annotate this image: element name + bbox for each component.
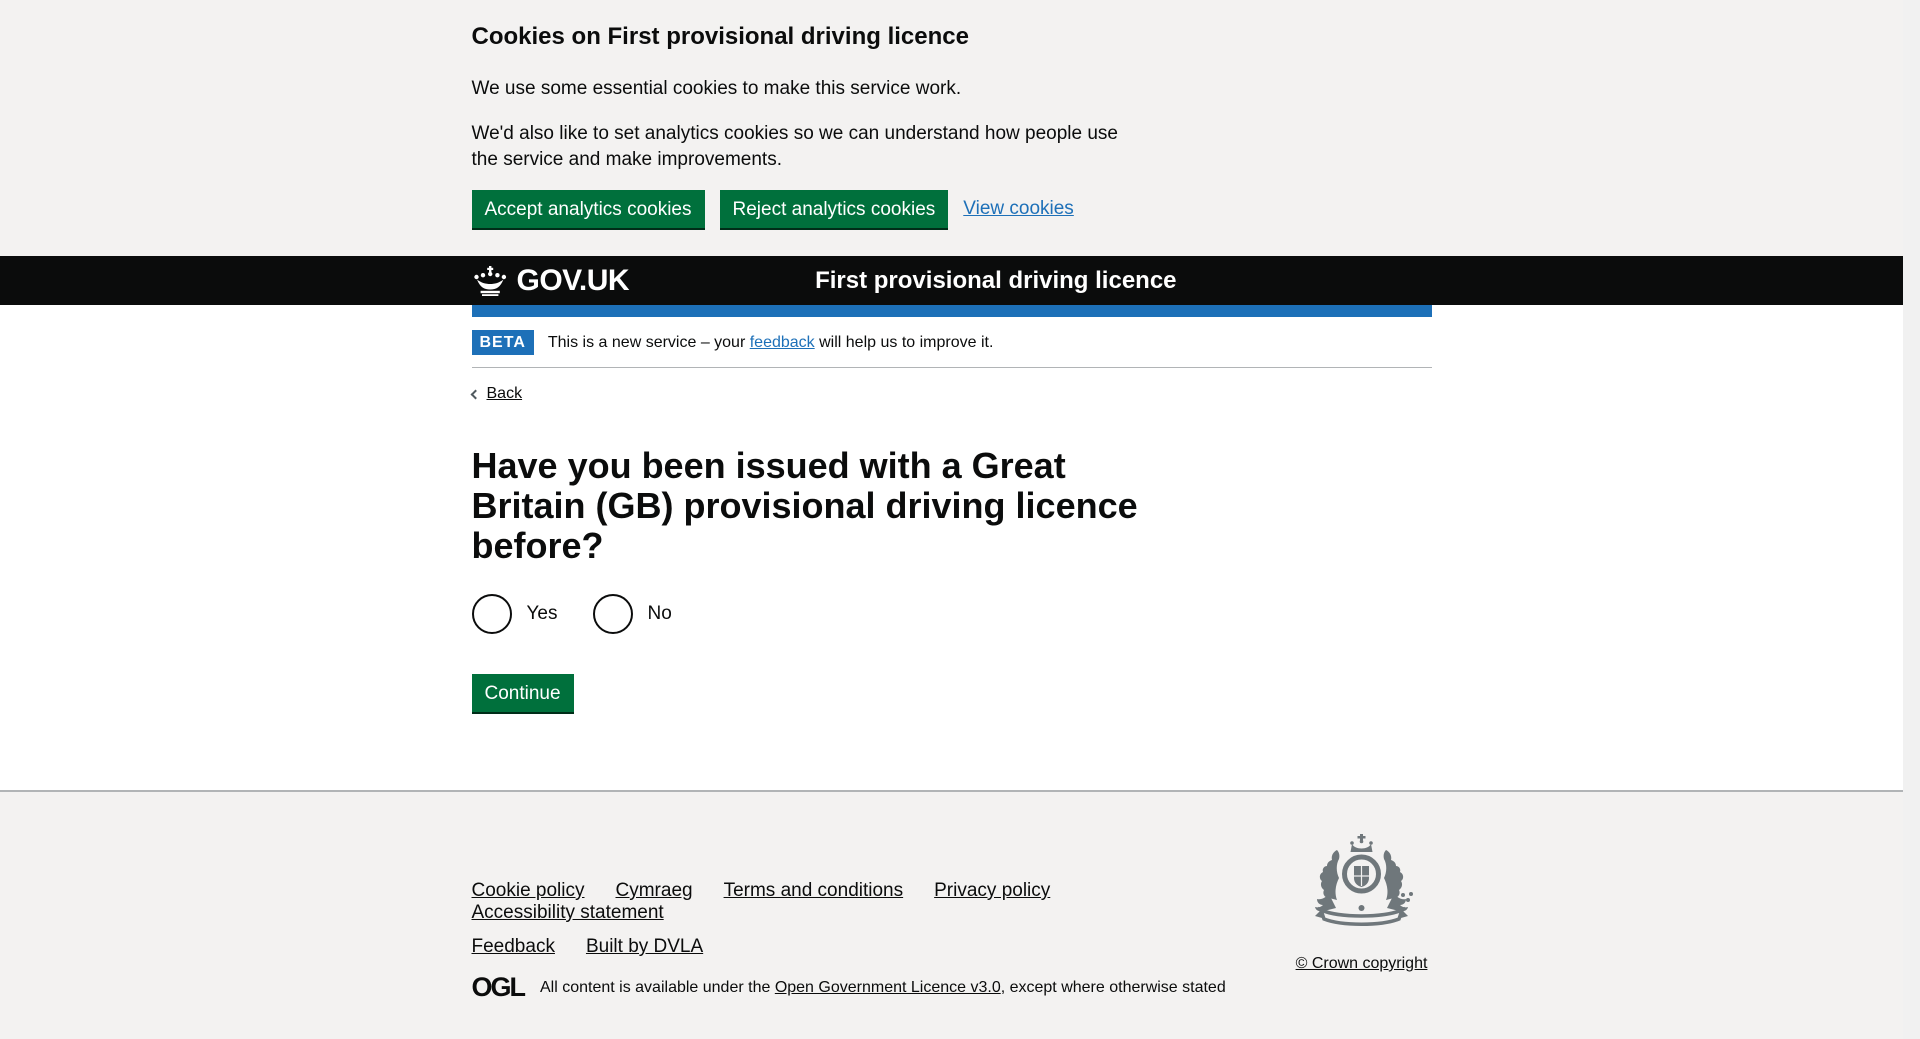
cookie-banner [0,0,1903,256]
page-title-line-1: Have you been issued with a Great [471,445,1066,486]
back-link-label: Back [486,385,523,402]
view-cookies-link[interactable]: View cookies [963,198,1074,219]
footer-crest-section [1292,832,1432,1001]
phase-text-before: This is a new service – your [547,333,750,351]
radio-option-yes[interactable] [472,594,558,634]
royal-coat-of-arms-icon [1299,919,1424,936]
open-government-licence-link[interactable]: Open Government Licence v3.0 [774,978,1001,996]
terms-and-conditions-link[interactable]: Terms and conditions [723,880,904,901]
cookie-policy-link[interactable]: Cookie policy [471,880,585,901]
accept-analytics-cookies-button[interactable]: Accept analytics cookies [472,190,705,228]
ogl-logo: OGL [471,972,524,1002]
footer [0,790,1903,1039]
govuk-header [0,256,1903,305]
service-name: First provisional driving licence [815,266,1177,294]
browser-scrollbar[interactable] [1903,0,1920,1039]
page-title [472,446,1432,566]
footer-links-row-1 [472,880,1282,924]
page-title-line-2: Britain (GB) provisional driving licence [471,485,1138,526]
privacy-policy-link[interactable]: Privacy policy [934,880,1051,901]
radio-no-label: No [647,603,672,624]
footer-links-section [472,880,1282,1001]
crown-copyright-link[interactable]: © Crown copyright [1295,955,1428,972]
feedback-footer-link[interactable]: Feedback [471,936,555,957]
radio-yes-label: Yes [526,603,558,624]
cookie-banner-paragraph-1: We use some essential cookies to make this service work. [471,78,962,99]
header-blue-bar [472,305,1432,317]
footer-links-row-2 [472,936,1282,958]
licence-text-after: , except where otherwise stated [1000,978,1226,996]
continue-button[interactable]: Continue [472,674,574,712]
radio-yes-circle[interactable] [472,594,512,634]
licence-text-before: All content is available under the [540,978,775,996]
main-content [0,317,1903,790]
back-link[interactable] [472,385,523,403]
built-by-dvla-link[interactable]: Built by DVLA [585,936,704,957]
phase-text-after: will help us to improve it. [814,333,994,351]
feedback-link[interactable]: feedback [749,333,815,351]
crown-icon [472,266,517,296]
govuk-logo-text: GOV.UK [516,263,630,297]
chevron-left-icon [470,389,480,399]
licence-row [472,974,1282,1001]
govuk-logo[interactable] [472,264,630,298]
radio-no-circle[interactable] [593,594,633,634]
beta-badge: BETA [472,330,534,355]
reject-analytics-cookies-button[interactable]: Reject analytics cookies [720,190,949,228]
cookie-banner-paragraph-2: We'd also like to set analytics cookies so we can understand how people use the service and make improvements. [471,123,1118,170]
cymraeg-link[interactable]: Cymraeg [615,880,693,901]
radio-group [472,594,1432,634]
cookie-banner-title: Cookies on First provisional driving licence [471,23,969,50]
accessibility-statement-link[interactable]: Accessibility statement [471,902,664,923]
radio-option-no[interactable] [593,594,672,634]
cookie-banner-actions [472,190,1432,228]
phase-banner-text [548,333,994,353]
page-title-line-3: before? [471,525,604,566]
phase-banner [472,317,1432,368]
licence-text [540,978,1226,998]
